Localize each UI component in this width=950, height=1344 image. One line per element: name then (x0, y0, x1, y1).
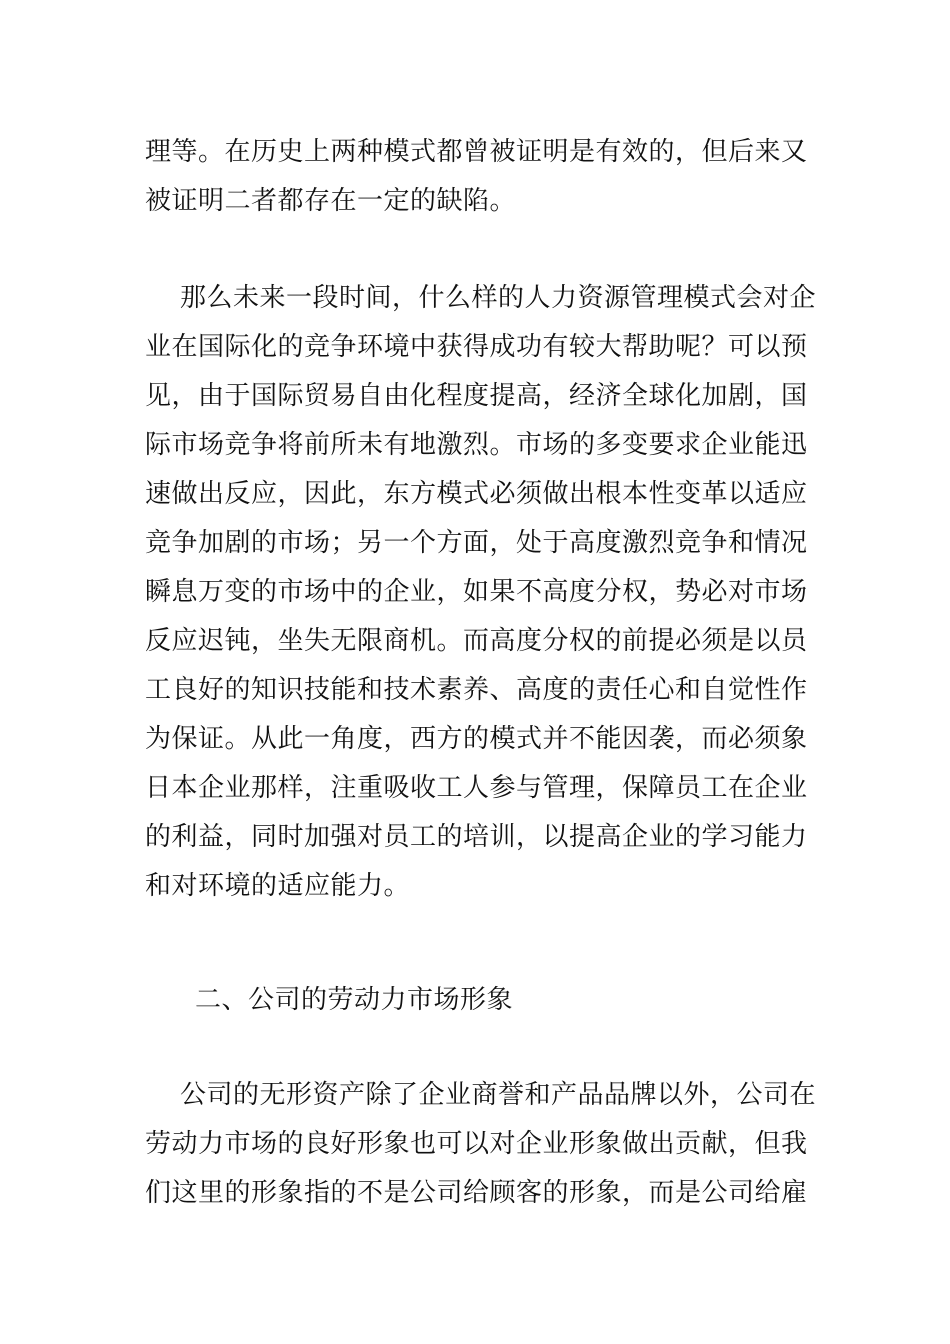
paragraph-2-line-10: 为保证。从此一角度，西方的模式并不能因袭，而必须象 (145, 724, 808, 754)
section-heading: 二、公司的劳动力市场形象 (195, 985, 514, 1015)
paragraph-2-line-8: 反应迟钝，坐失无限商机。而高度分权的前提必须是以员 (145, 626, 808, 656)
paragraph-2-line-2: 业在国际化的竞争环境中获得成功有较大帮助呢？可以预 (145, 332, 808, 362)
paragraph-2-line-5: 速做出反应，因此，东方模式必须做出根本性变革以适应 (145, 479, 808, 509)
paragraph-2-line-1: 那么未来一段时间，什么样的人力资源管理模式会对企 (180, 283, 817, 313)
paragraph-1-line-1: 理等。在历史上两种模式都曾被证明是有效的，但后来又 (145, 137, 808, 167)
paragraph-1-line-2: 被证明二者都存在一定的缺陷。 (145, 186, 517, 216)
paragraph-3-line-2: 劳动力市场的良好形象也可以对企业形象做出贡献，但我 (145, 1129, 808, 1159)
paragraph-3-line-3: 们这里的形象指的不是公司给顾客的形象，而是公司给雇 (145, 1178, 808, 1208)
paragraph-2-line-6: 竞争加剧的市场；另一个方面，处于高度激烈竞争和情况 (145, 528, 808, 558)
paragraph-2-line-7: 瞬息万变的市场中的企业，如果不高度分权，势必对市场 (145, 577, 808, 607)
paragraph-2-line-9: 工良好的知识技能和技术素养、高度的责任心和自觉性作 (145, 675, 808, 705)
paragraph-2-line-11: 日本企业那样，注重吸收工人参与管理，保障员工在企业 (145, 773, 808, 803)
paragraph-3-line-1: 公司的无形资产除了企业商誉和产品品牌以外，公司在 (180, 1080, 817, 1110)
paragraph-2-line-12: 的利益，同时加强对员工的培训，以提高企业的学习能力 (145, 822, 808, 852)
paragraph-2-line-13: 和对环境的适应能力。 (145, 871, 411, 901)
paragraph-2-line-3: 见，由于国际贸易自由化程度提高，经济全球化加剧，国 (145, 381, 808, 411)
paragraph-2-line-4: 际市场竞争将前所未有地激烈。市场的多变要求企业能迅 (145, 430, 808, 460)
